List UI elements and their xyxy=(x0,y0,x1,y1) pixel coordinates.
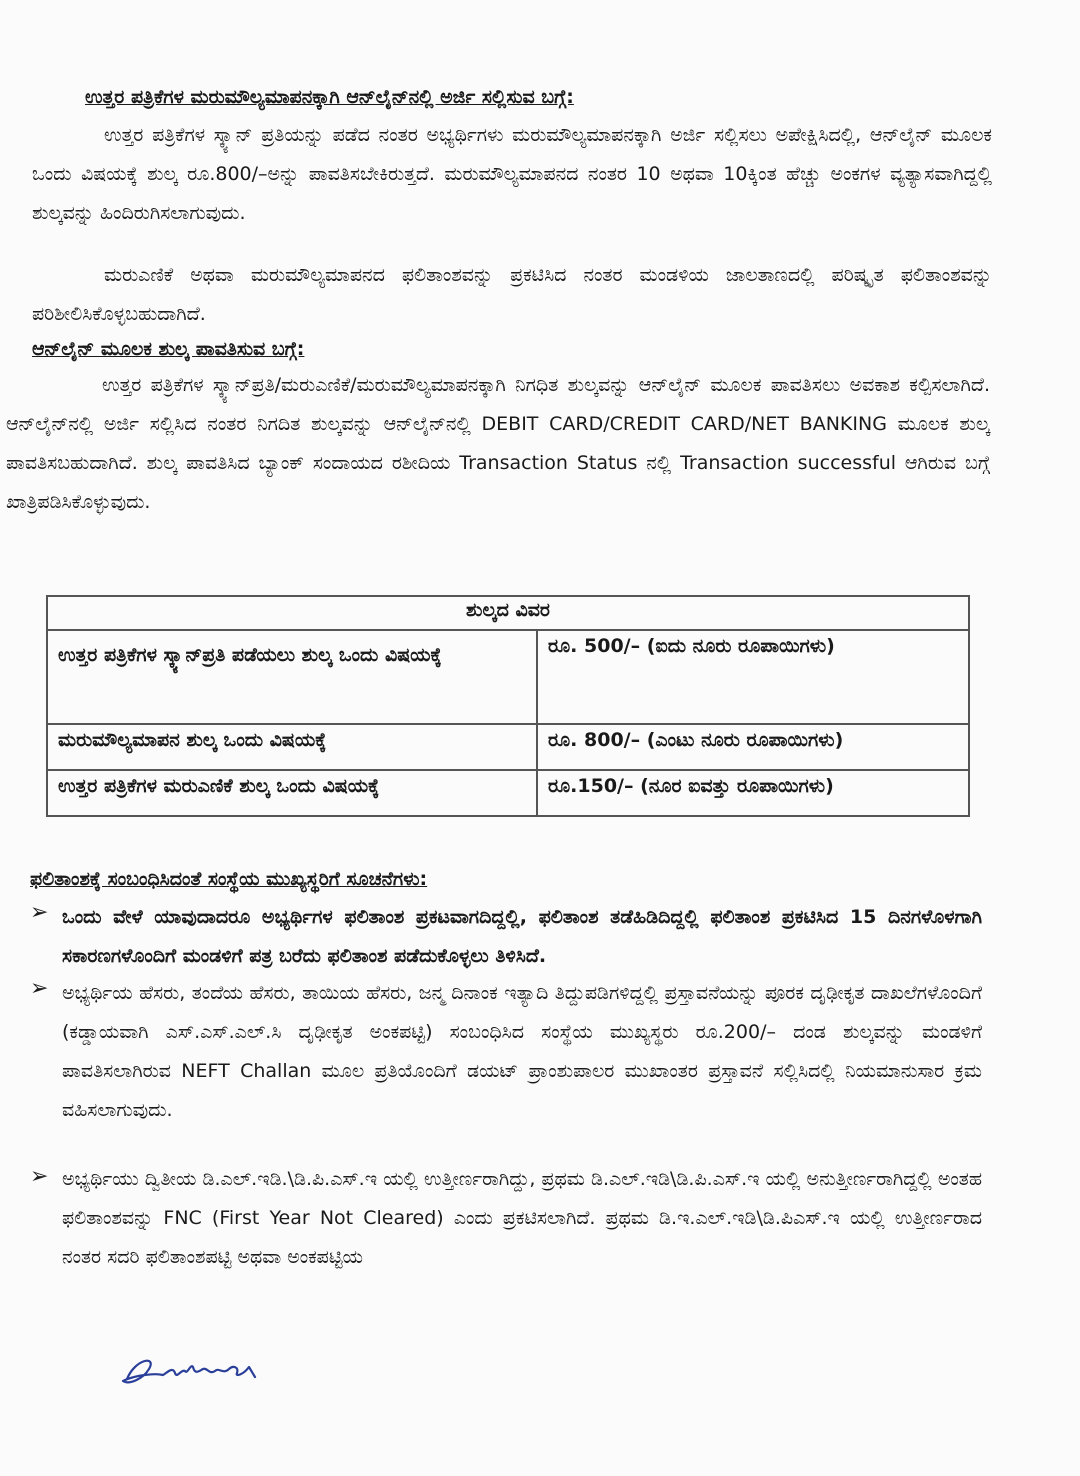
table-row xyxy=(47,724,969,770)
fee-table-title: ಶುಲ್ಕದ ವಿವರ xyxy=(47,596,969,630)
instruction-item: ಅಭ್ಯರ್ಥಿಯ ಹೆಸರು, ತಂದೆಯ ಹೆಸರು, ತಾಯಿಯ ಹೆಸರು, ಜನ್ಮ ದಿನಾಂಕ ಇತ್ಯಾದಿ ತಿದ್ದುಪಡಿಗಳಿದ್ದಲ್ಲಿ ಪ್ರಸ್ತಾವನೆಯನ್ನು ಪೂರಕ ದೃಢೀಕೃತ ದಾಖಲೆಗಳೊಂದಿಗೆ (ಕಡ್ಡಾಯವಾಗಿ ಎಸ್.ಎಸ್.ಎಲ್.ಸಿ ದೃಢೀಕೃತ ಅಂಕಪಟ್ಟಿ) ಸಂಬಂಧಿಸಿದ ಸಂಸ್ಥೆಯ ಮುಖ್ಯಸ್ಥರು ರೂ.200/– ದಂಡ ಶುಲ್ಕವನ್ನು ಮಂಡಳಿಗೆ ಪಾವತಿಸಲಾಗಿರುವ NEFT Challan ಮೂಲ ಪ್ರತಿಯೊಂದಿಗೆ ಡಯಟ್ ಪ್ರಾಂಶುಪಾಲರ ಮುಖಾಂತರ ಪ್ರಸ್ತಾವನೆ ಸಲ್ಲಿಸಿದಲ್ಲಿ ನಿಯಮಾನುಸಾರ ಕ್ರಮ ವಹಿಸಲಾಗುವುದು. xyxy=(62,982,982,1121)
fee-item: ಉತ್ತರ ಪತ್ರಿಕೆಗಳ ಸ್ಕ್ಯಾನ್‌ಪ್ರತಿ ಪಡೆಯಲು ಶುಲ್ಕ ಒಂದು ವಿಷಯಕ್ಕೆ xyxy=(47,630,537,724)
table-row xyxy=(47,770,969,816)
section1-para2: ಮರುಎಣಿಕೆ ಅಥವಾ ಮರುಮೌಲ್ಯಮಾಪನದ ಫಲಿತಾಂಶವನ್ನು ಪ್ರಕಟಿಸಿದ ನಂತರ ಮಂಡಳಿಯ ಜಾಲತಾಣದಲ್ಲಿ ಪರಿಷ್ಕೃತ ಫಲಿತಾಂಶವನ್ನು ಪರಿಶೀಲಿಸಿಕೊಳ್ಳಬಹುದಾಗಿದೆ. xyxy=(32,264,992,325)
section3-heading: ಫಲಿತಾಂಶಕ್ಕೆ ಸಂಬಂಧಿಸಿದಂತೆ ಸಂಸ್ಥೆಯ ಮುಖ್ಯಸ್ಥರಿಗೆ ಸೂಚನೆಗಳು: xyxy=(30,868,428,890)
signature xyxy=(115,1345,275,1395)
fee-amount: ರೂ. 800/– (ಎಂಟು ನೂರು ರೂಪಾಯಿಗಳು) xyxy=(537,724,969,770)
bullet-arrow-icon: ➢ xyxy=(30,1164,49,1189)
section2-heading: ಆನ್‌ಲೈನ್ ಮೂಲಕ ಶುಲ್ಕ ಪಾವತಿಸುವ ಬಗ್ಗೆ: xyxy=(32,338,305,360)
instruction-item: ಅಭ್ಯರ್ಥಿಯು ದ್ವಿತೀಯ ಡಿ.ಎಲ್.ಇಡಿ.\ಡಿ.ಪಿ.ಎಸ್.ಇ ಯಲ್ಲಿ ಉತ್ತೀರ್ಣರಾಗಿದ್ದು, ಪ್ರಥಮ ಡಿ.ಎಲ್.ಇಡಿ\ಡಿ.ಪಿ.ಎಸ್.ಇ ಯಲ್ಲಿ ಅನುತ್ತೀರ್ಣರಾಗಿದ್ದಲ್ಲಿ ಅಂತಹ ಫಲಿತಾಂಶವನ್ನು FNC (First Year Not Cleared) ಎಂದು ಪ್ರಕಟಿಸಲಾಗಿದೆ. ಪ್ರಥಮ ಡಿ.ಇ.ಎಲ್.ಇಡಿ\ಡಿ.ಪಿಎಸ್.ಇ ಯಲ್ಲಿ ಉತ್ತೀರ್ಣರಾದ ನಂತರ ಸದರಿ ಫಲಿತಾಂಶಪಟ್ಟಿ ಅಥವಾ ಅಂಕಪಟ್ಟಿಯ xyxy=(62,1168,982,1268)
bullet-arrow-icon: ➢ xyxy=(30,976,49,1001)
fee-table xyxy=(46,595,970,817)
fee-amount: ರೂ.150/– (ನೂರ ಐವತ್ತು ರೂಪಾಯಿಗಳು) xyxy=(537,770,969,816)
section2-para1: ಉತ್ತರ ಪತ್ರಿಕೆಗಳ ಸ್ಕ್ಯಾನ್‌ಪ್ರತಿ/ಮರುಎಣಿಕೆ/ಮರುಮೌಲ್ಯಮಾಪನಕ್ಕಾಗಿ ನಿಗಧಿತ ಶುಲ್ಕವನ್ನು ಆನ್‌ಲೈನ್ ಮೂಲಕ ಪಾವತಿಸಲು ಅವಕಾಶ ಕಲ್ಪಿಸಲಾಗಿದೆ. ಆನ್‌ಲೈನ್‌ನಲ್ಲಿ ಅರ್ಜಿ ಸಲ್ಲಿಸಿದ ನಂತರ ನಿಗದಿತ ಶುಲ್ಕವನ್ನು ಆನ್‌ಲೈನ್‌ನಲ್ಲಿ DEBIT CARD/CREDIT CARD/NET BANKING ಮೂಲಕ ಶುಲ್ಕ ಪಾವತಿಸಬಹುದಾಗಿದೆ. ಶುಲ್ಕ ಪಾವತಿಸಿದ ಬ್ಯಾಂಕ್ ಸಂದಾಯದ ರಶೀದಿಯ Transaction Status ನಲ್ಲಿ Transaction successful ಆಗಿರುವ ಬಗ್ಗೆ ಖಾತ್ರಿಪಡಿಸಿಕೊಳ್ಳುವುದು. xyxy=(6,374,990,513)
fee-amount: ರೂ. 500/– (ಐದು ನೂರು ರೂಪಾಯಿಗಳು) xyxy=(537,630,969,724)
fee-item: ಉತ್ತರ ಪತ್ರಿಕೆಗಳ ಮರುಎಣಿಕೆ ಶುಲ್ಕ ಒಂದು ವಿಷಯಕ್ಕೆ xyxy=(47,770,537,816)
instruction-item: ಒಂದು ವೇಳೆ ಯಾವುದಾದರೂ ಅಭ್ಯರ್ಥಿಗಳ ಫಲಿತಾಂಶ ಪ್ರಕಟವಾಗದಿದ್ದಲ್ಲಿ, ಫಲಿತಾಂಶ ತಡೆಹಿಡಿದಿದ್ದಲ್ಲಿ ಫಲಿತಾಂಶ ಪ್ರಕಟಿಸಿದ 15 ದಿನಗಳೊಳಗಾಗಿ ಸಕಾರಣಗಳೊಂದಿಗೆ ಮಂಡಳಿಗೆ ಪತ್ರ ಬರೆದು ಫಲಿತಾಂಶ ಪಡೆದುಕೊಳ್ಳಲು ತಿಳಿಸಿದೆ. xyxy=(62,906,982,967)
bullet-arrow-icon: ➢ xyxy=(30,900,49,925)
fee-item: ಮರುಮೌಲ್ಯಮಾಪನ ಶುಲ್ಕ ಒಂದು ವಿಷಯಕ್ಕೆ xyxy=(47,724,537,770)
table-row xyxy=(47,630,969,724)
section1-heading: ಉತ್ತರ ಪತ್ರಿಕೆಗಳ ಮರುಮೌಲ್ಯಮಾಪನಕ್ಕಾಗಿ ಆನ್‌ಲೈನ್‌ನಲ್ಲಿ ಅರ್ಜಿ ಸಲ್ಲಿಸುವ ಬಗ್ಗೆ: xyxy=(85,86,574,108)
section1-para1: ಉತ್ತರ ಪತ್ರಿಕೆಗಳ ಸ್ಕ್ಯಾನ್ ಪ್ರತಿಯನ್ನು ಪಡೆದ ನಂತರ ಅಭ್ಯರ್ಥಿಗಳು ಮರುಮೌಲ್ಯಮಾಪನಕ್ಕಾಗಿ ಅರ್ಜಿ ಸಲ್ಲಿಸಲು ಅಪೇಕ್ಷಿಸಿದಲ್ಲಿ, ಆನ್‌ಲೈನ್ ಮೂಲಕ ಒಂದು ವಿಷಯಕ್ಕೆ ಶುಲ್ಕ ರೂ.800/–ಅನ್ನು ಪಾವತಿಸಬೇಕಿರುತ್ತದೆ. ಮರುಮೌಲ್ಯಮಾಪನದ ನಂತರ 10 ಅಥವಾ 10ಕ್ಕಿಂತ ಹೆಚ್ಚು ಅಂಕಗಳ ವ್ಯತ್ಯಾಸವಾಗಿದ್ದಲ್ಲಿ ಶುಲ್ಕವನ್ನು ಹಿಂದಿರುಗಿಸಲಾಗುವುದು. xyxy=(32,124,992,224)
